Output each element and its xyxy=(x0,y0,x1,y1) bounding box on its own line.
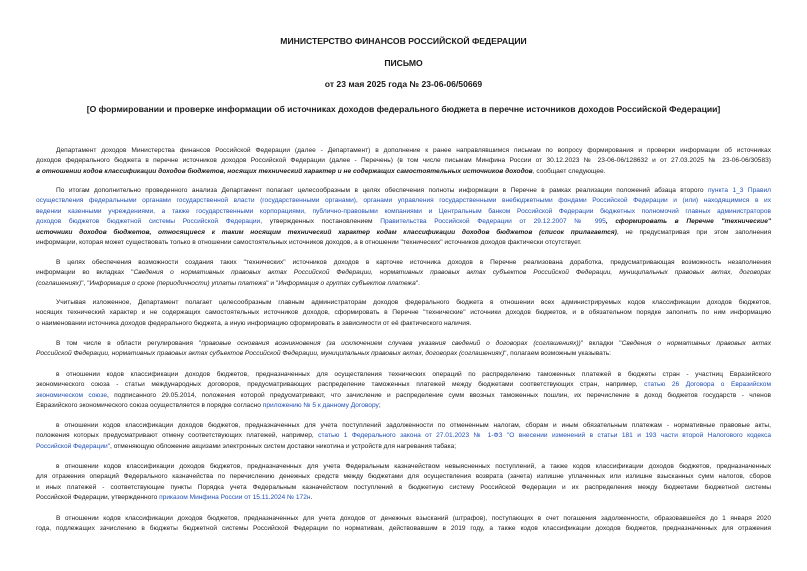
paragraph-eaeu xyxy=(36,370,771,412)
text-fragment: . xyxy=(310,494,313,502)
text-fragment: , утвержденных постановлением xyxy=(260,218,381,226)
paragraph-improvement xyxy=(36,258,771,289)
text-line: для отражения операций Федерального казначейства по перечислению денежных средств между бюджетами для осуществления возврата (зачета) излишне уплаченных или излишне взысканных сумм налогов, сборов xyxy=(36,473,771,481)
italic-text: (соглашениях) xyxy=(36,279,82,287)
link-eaeu-treaty[interactable]: экономическом союзе xyxy=(36,391,107,399)
text-line xyxy=(36,339,771,349)
text-fragment: ". xyxy=(415,279,420,287)
link-rules-clause[interactable]: доходов бюджетов бюджетной системы Российской Федерации xyxy=(36,218,261,226)
text-line xyxy=(36,279,771,289)
link-eaeu-treaty[interactable]: статью 26 Договора о Евразийском xyxy=(644,381,771,389)
document-date-number: от 23 мая 2025 года № 23-06-06/50669 xyxy=(324,79,483,89)
paragraph-treasury xyxy=(36,462,771,504)
text-line: В целях обеспечения возможности создания таких "технических" источников доходов в карточке источника доходов в Перечне реализована доработка, предусматривающая возможность незаполнения xyxy=(56,259,771,266)
text-line: в отношении кодов классификации доходов бюджетов, предназначенных для осуществления технических операций по распределению таможенных платежей в бюджеты стран - участниц Евразийского xyxy=(56,371,771,378)
text-fragment: По итогам дополнительно проведенного анализа Департамент полагает целесообразным в целях обеспечения полноты информации в Перечне в рамках реализации положений абзаца второго xyxy=(56,187,708,194)
text-line xyxy=(36,207,771,217)
emphasis-text: , сформировать в Перечне "технические" xyxy=(605,218,771,226)
text-line xyxy=(36,217,771,227)
paragraph-analysis xyxy=(36,186,771,248)
link-government-decree[interactable]: Правительства Российской Федерации от 29.12.2007 № 995 xyxy=(380,218,606,226)
document-subject: [О формировании и проверке информации об источниках доходов федерального бюджета в перечне источников доходов Российской Федерации] xyxy=(86,104,721,114)
text-line xyxy=(36,431,771,441)
ministry-heading: МИНИСТЕРСТВО ФИНАНСОВ РОССИЙСКОЙ ФЕДЕРАЦИИ xyxy=(280,36,527,46)
italic-text: Российской Федерации, нормативных правовых актах субъектов Российской Федерации, муниципальных правовых актах, договорах (соглашениях) xyxy=(36,350,505,358)
text-fragment: Евразийского экономического союза осуществляется в порядке согласно xyxy=(36,402,263,410)
text-line xyxy=(36,493,771,503)
link-minfin-order[interactable]: приказом Минфина России от 15.11.2024 № 172н xyxy=(159,494,311,502)
paragraph-intro xyxy=(36,146,771,177)
link-rules-clause[interactable]: осуществления федеральными органами государственной власти (государственными органами), органами управления государственными внебюджетными фондами Российской Федерации и (или) находящимися в их xyxy=(36,197,771,205)
link-federal-law[interactable]: статью 1 Федерального закона от 27.01.2023 № 1-ФЗ "О внесении изменений в статьи 181 и 193 части второй Налогового кодекса xyxy=(318,432,771,440)
emphasis-text: в отношении кодов классификации доходов бюджетов, носящих технический характер и не содержащих самостоятельных источников доходов xyxy=(36,167,533,175)
italic-text: Сведения о нормативных правовых актах xyxy=(621,340,771,347)
emphasis-text: источники доходов бюджетов, относящиеся к таким носящим технический характер кодам классификации доходов бюджетов (список прилагается) xyxy=(36,228,617,236)
text-fragment: " и " xyxy=(266,279,279,287)
text-fragment: ", полагаем возможным указывать: xyxy=(504,350,611,358)
link-rules-clause[interactable]: пункта 1_3 Правил xyxy=(707,187,771,194)
text-fragment: " вкладки " xyxy=(580,340,622,347)
text-line: в отношении кодов классификации доходов бюджетов, предназначенных для учета поступлений задолженности по отмененным налогам, сборам и иным обязательным платежам - нормативные правовые акты, xyxy=(56,422,771,429)
text-line: доходов федерального бюджета в перечне источников доходов Российской Федерации (далее - Перечень) (в том числе письмам Минфина России от 30.12.2023 № 23-06-06/128632 и от 27.03.2025 № 23-06-06/30583) xyxy=(36,157,771,165)
text-line: носящих технический характер и не содержащих самостоятельных источников доходов, сформировать в Перечне "технические" источники доходов бюджетов, и в обязательном порядке заполнить по ним информацию xyxy=(36,309,771,317)
text-fragment: положения которых предусматривают отмену соответствующих платежей, например, xyxy=(36,432,319,440)
italic-text: Сведения о нормативных правовых актах Российской Федерации, нормативных правовых актах субъектов Российской Федерации, муниципальных правовых актах, договорах xyxy=(133,269,771,277)
text-fragment: , отменяющую обложение акцизами электронных систем доставки никотина и устройств для нагревания табака; xyxy=(110,442,457,450)
text-line: В отношении кодов классификации доходов бюджетов, предназначенных для учета доходов от денежных взысканий (штрафов), поступающих в счет погашения задолженности, образовавшейся до 1 января 2020 xyxy=(56,515,771,522)
text-line xyxy=(36,401,771,411)
text-line: Учитывая изложенное, Департамент полагает целесообразным главным администраторам доходов федерального бюджета в отношении всех администрируемых кодов классификации доходов бюджетов, xyxy=(56,299,771,306)
text-line: года, подлежащих зачислению в бюджеты бюджетной системы Российской Федерации по нормативам, действовавшим в 2019 году, а также кодов классификации доходов бюджетов, предназначенных для отражения xyxy=(36,525,771,533)
text-line xyxy=(36,349,771,359)
text-line xyxy=(36,228,771,238)
link-treaty-annex[interactable]: приложению № 5 к данному Договору xyxy=(262,402,379,410)
text-fragment: , сообщает следующее. xyxy=(532,167,606,175)
paragraph-fines xyxy=(36,514,771,535)
text-fragment: информации во вкладках " xyxy=(36,269,134,277)
paragraph-cancelled-taxes xyxy=(36,421,771,452)
text-line xyxy=(36,268,771,278)
link-rules-clause[interactable]: ведении казенными учреждениями, а также государственными корпорациями, публично-правовыми компаниями и Центральным банком Российской Федерации бюджетных полномочий главных администраторов xyxy=(36,207,771,215)
text-line xyxy=(36,442,771,452)
italic-text: Информация о группах субъектов платежа xyxy=(278,279,416,287)
text-fragment: ", " xyxy=(81,279,90,287)
text-line: Департамент доходов Министерства финансов Российской Федерации (далее - Департамент) в дополнение к ранее направлявшимся письмам по вопросу формирования и проверки информации об источниках xyxy=(56,147,771,154)
paragraph-conclusion xyxy=(36,298,771,329)
text-line: информации, которая может существовать только в отношении самостоятельных источников доходов, а в отношении "технических" источников доходов фактически отсутствует. xyxy=(36,239,582,247)
text-line: в отношении кодов классификации доходов бюджетов, предназначенных для учета Федеральным казначейством невыясненных поступлений, а также кодов классификации доходов бюджетов, предназначенных xyxy=(56,463,771,470)
text-line: о наименовании источника доходов федерального бюджета, а иную информацию сформировать в зависимости от её фактического наличия. xyxy=(36,319,472,327)
text-fragment: Российской Федерации, утвержденного xyxy=(36,494,160,502)
text-line xyxy=(36,186,771,196)
text-line xyxy=(36,380,771,390)
italic-text: Информация о сроке (периодичности) уплаты платежа xyxy=(89,279,267,287)
text-line xyxy=(36,196,771,206)
paragraph-regulation xyxy=(36,339,771,360)
link-federal-law[interactable]: Российской Федерации" xyxy=(36,442,111,450)
text-line: и иных платежей - соответствующие пункты Порядка учета Федеральным казначейством поступлений в бюджетную систему Российской Федерации и их распределения между бюджетами бюджетной системы xyxy=(36,483,771,491)
text-fragment: ; xyxy=(378,402,381,410)
text-fragment: , подписанного 29.05.2014, положения которой предусматривают, что зачисление и распределение сумм ввозных таможенных пошлин, их перечисление в доход бюджетов государств - членов xyxy=(107,391,771,399)
italic-text: правовые основания возникновения (за исключением случаев указания сведений о договорах (соглашениях)) xyxy=(201,340,581,347)
document-type: ПИСЬМО xyxy=(384,58,423,68)
text-fragment: , не предусматривая при этом заполнения xyxy=(616,228,771,236)
text-line xyxy=(36,391,771,401)
text-fragment: В том числе в области регулирования " xyxy=(56,340,202,347)
text-fragment: экономического союза - статьи международных договоров, предусматривающих распределение таможенных платежей между бюджетами соответствующих стран, например, xyxy=(36,381,645,389)
text-line xyxy=(36,167,771,177)
